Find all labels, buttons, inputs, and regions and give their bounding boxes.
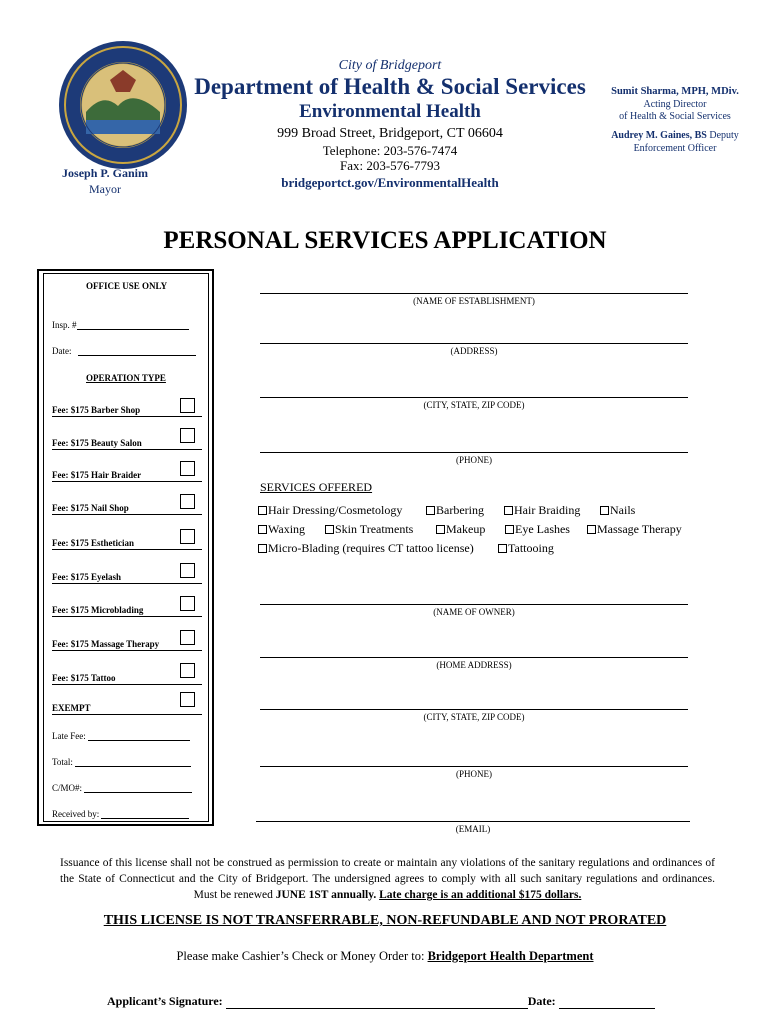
checkbox-icon[interactable] <box>504 506 513 515</box>
address-label: (ADDRESS) <box>450 346 498 356</box>
payment-payee: Bridgeport Health Department <box>427 949 594 963</box>
owner-name-label: (NAME OF OWNER) <box>433 607 515 617</box>
checkbox-icon[interactable] <box>587 525 596 534</box>
division-name: Environmental Health <box>299 101 481 122</box>
renewal-notice: JUNE 1ST annually. <box>275 889 377 901</box>
owner-phone-label: (PHONE) <box>456 769 492 779</box>
owner-name-line[interactable] <box>260 604 688 605</box>
services-offered-heading: SERVICES OFFERED <box>260 480 373 494</box>
license-disclaimer <box>60 855 715 903</box>
service-label: Skin Treatments <box>335 522 414 536</box>
checkbox-nail-shop[interactable] <box>180 494 195 509</box>
checkbox-esthetician[interactable] <box>180 529 195 544</box>
department-name: Department of Health & Social Services <box>194 74 586 99</box>
service-waxing[interactable] <box>258 522 305 537</box>
mayor-title: Mayor <box>89 182 121 196</box>
cmo-line[interactable] <box>84 783 192 793</box>
director-title-line-1: Acting Director <box>643 99 707 110</box>
service-tattooing[interactable] <box>498 541 554 556</box>
home-address-label: (HOME ADDRESS) <box>436 660 512 670</box>
received-by-line[interactable] <box>101 809 189 819</box>
checkbox-exempt[interactable] <box>180 692 195 707</box>
date-field[interactable] <box>52 346 196 356</box>
department-website: bridgeportct.gov/EnvironmentalHealth <box>281 175 499 190</box>
service-makeup[interactable] <box>436 522 485 537</box>
signature-date-line[interactable] <box>559 996 655 1009</box>
late-fee-label: Late Fee: <box>52 731 86 741</box>
signature-date-label: Date: <box>527 994 556 1008</box>
checkbox-hair-braider[interactable] <box>180 461 195 476</box>
service-skin-treatments[interactable] <box>325 522 413 537</box>
fee-massage-therapy: Fee: $175 Massage Therapy <box>52 639 202 651</box>
director-name: Sumit Sharma, MPH, MDiv. <box>611 86 739 97</box>
deputy-line <box>590 130 760 141</box>
service-hair-dressing[interactable] <box>258 503 402 518</box>
checkbox-icon[interactable] <box>600 506 609 515</box>
total-line[interactable] <box>75 757 191 767</box>
department-address: 999 Broad Street, Bridgeport, CT 06604 <box>277 126 503 141</box>
late-fee-line[interactable] <box>88 731 190 741</box>
insp-field[interactable] <box>52 320 189 330</box>
service-label: Micro-Blading (requires CT tattoo license) <box>268 541 474 555</box>
service-label: Tattooing <box>508 541 554 555</box>
disclaimer-text: Issuance of this license shall not be construed as permission to create or maintain any violations of the sanitary regulations and ordinances of the State of Connecticut and the City of Bridgeport. The undersigned agrees to comply with all such sanitary regulations and ordinances. Must be renewed <box>60 857 715 901</box>
checkbox-icon[interactable] <box>325 525 334 534</box>
office-use-heading: OFFICE USE ONLY <box>86 281 168 291</box>
form-title: PERSONAL SERVICES APPLICATION <box>163 227 607 254</box>
checkbox-icon[interactable] <box>498 544 507 553</box>
fee-hair-braider: Fee: $175 Hair Braider <box>52 470 202 482</box>
signature-line[interactable] <box>226 996 528 1009</box>
checkbox-eyelash[interactable] <box>180 563 195 578</box>
payment-text: Please make Cashier’s Check or Money Order to: <box>176 949 425 963</box>
checkbox-tattoo[interactable] <box>180 663 195 678</box>
service-massage-therapy[interactable] <box>587 522 682 537</box>
insp-label: Insp. # <box>52 320 77 330</box>
establishment-label: (NAME OF ESTABLISHMENT) <box>413 296 535 306</box>
city-state-zip-label: (CITY, STATE, ZIP CODE) <box>423 400 525 410</box>
signature-label: Applicant’s Signature: <box>107 994 223 1008</box>
deputy-title-2: Enforcement Officer <box>633 143 717 154</box>
service-label: Massage Therapy <box>597 522 682 536</box>
checkbox-icon[interactable] <box>258 525 267 534</box>
checkbox-barber-shop[interactable] <box>180 398 195 413</box>
not-transferable-notice: THIS LICENSE IS NOT TRANSFERRABLE, NON-REFUNDABLE AND NOT PRORATED <box>103 913 667 928</box>
department-telephone: Telephone: 203-576-7474 <box>322 143 458 158</box>
service-micro-blading[interactable] <box>258 541 474 556</box>
email-line[interactable] <box>256 821 690 822</box>
fee-nail-shop: Fee: $175 Nail Shop <box>52 503 202 515</box>
owner-phone-line[interactable] <box>260 766 688 767</box>
payment-instructions <box>0 949 770 964</box>
deputy-title-1: Deputy <box>709 130 739 141</box>
address-line[interactable] <box>260 343 688 344</box>
signature-row <box>107 994 707 1009</box>
service-label: Hair Braiding <box>514 503 581 517</box>
service-hair-braiding[interactable] <box>504 503 580 518</box>
checkbox-icon[interactable] <box>436 525 445 534</box>
late-fee-field[interactable] <box>52 731 190 741</box>
director-title-line-2: of Health & Social Services <box>619 111 731 122</box>
late-charge-notice: Late charge is an additional $175 dollars. <box>379 889 582 901</box>
service-label: Hair Dressing/Cosmetology <box>268 503 403 517</box>
insp-line[interactable] <box>77 320 189 330</box>
fee-exempt: EXEMPT <box>52 703 202 715</box>
service-nails[interactable] <box>600 503 635 518</box>
service-label: Barbering <box>436 503 484 517</box>
service-label: Waxing <box>268 522 306 536</box>
city-seal-icon <box>58 40 188 170</box>
phone-label: (PHONE) <box>456 455 492 465</box>
checkbox-icon[interactable] <box>258 506 267 515</box>
checkbox-massage-therapy[interactable] <box>180 630 195 645</box>
mayor-name: Joseph P. Ganim <box>62 166 148 180</box>
deputy-name: Audrey M. Gaines, BS <box>611 130 707 141</box>
service-barbering[interactable] <box>426 503 484 518</box>
department-fax: Fax: 203-576-7793 <box>339 158 441 173</box>
total-field[interactable] <box>52 757 191 767</box>
owner-city-state-zip-label: (CITY, STATE, ZIP CODE) <box>423 712 525 722</box>
checkbox-icon[interactable] <box>426 506 435 515</box>
service-label: Makeup <box>446 522 486 536</box>
checkbox-icon[interactable] <box>258 544 267 553</box>
cmo-label: C/MO#: <box>52 783 83 793</box>
email-label: (EMAIL) <box>455 824 491 834</box>
city-state-zip-line[interactable] <box>260 397 688 398</box>
service-label: Eye Lashes <box>515 522 570 536</box>
owner-city-state-zip-line[interactable] <box>260 709 688 710</box>
fee-tattoo: Fee: $175 Tattoo <box>52 673 202 685</box>
cmo-field[interactable] <box>52 783 192 793</box>
total-label: Total: <box>52 757 73 767</box>
fee-barber-shop: Fee: $175 Barber Shop <box>52 405 202 417</box>
date-label: Date: <box>52 346 72 356</box>
received-by-field[interactable] <box>52 809 189 819</box>
service-label: Nails <box>610 503 636 517</box>
checkbox-icon[interactable] <box>505 525 514 534</box>
fee-beauty-salon: Fee: $175 Beauty Salon <box>52 438 202 450</box>
fee-microblading: Fee: $175 Microblading <box>52 605 202 617</box>
fee-eyelash: Fee: $175 Eyelash <box>52 572 202 584</box>
operation-type-heading: OPERATION TYPE <box>86 373 166 383</box>
checkbox-microblading[interactable] <box>180 596 195 611</box>
establishment-line[interactable] <box>260 293 688 294</box>
city-name: City of Bridgeport <box>338 58 442 73</box>
phone-line[interactable] <box>260 452 688 453</box>
date-line[interactable] <box>78 346 196 356</box>
home-address-line[interactable] <box>260 657 688 658</box>
checkbox-beauty-salon[interactable] <box>180 428 195 443</box>
service-eye-lashes[interactable] <box>505 522 570 537</box>
received-by-label: Received by: <box>52 809 100 819</box>
fee-esthetician: Fee: $175 Esthetician <box>52 538 202 550</box>
